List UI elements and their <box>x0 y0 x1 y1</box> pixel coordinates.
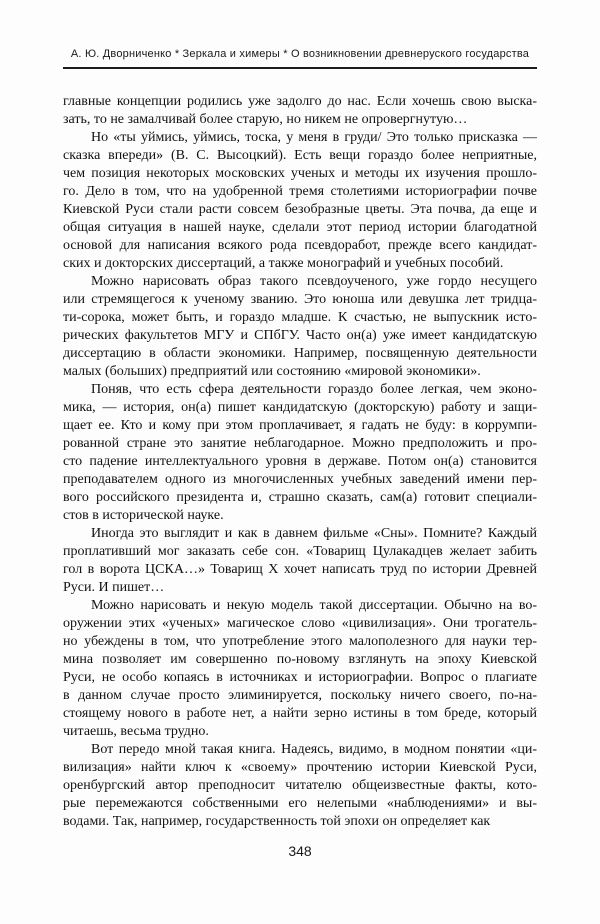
text-line: зать, то не замалчивай более старую, но никем не опровергнутую… <box>63 112 468 127</box>
text-line: рые перемежаются собственными его нелепыми «наблюдениями» и вы- <box>63 796 537 811</box>
page-number: 348 <box>288 843 312 859</box>
text-line: рических факультетов МГУ и СПбГУ. Часто он(а) уже имеет кандидатскую <box>63 328 537 343</box>
paragraph <box>63 525 537 597</box>
text-line: мина позволяет им совершенно по-новому взглянуть на эпоху Киевской <box>63 652 537 667</box>
text-line: вого российского президента и, страшно сказать, сам(а) готовит специали- <box>63 490 537 505</box>
text-line: ти-сорока, может быть, и гораздо младше. К счастью, не выпускник исто- <box>63 310 537 325</box>
text-line: Руси, не особо копаясь в источниках и историографии. Вопрос о плагиате <box>63 670 537 685</box>
text-line: диссертацию в области экономики. Например, посвященную деятельности <box>63 346 537 361</box>
paragraph <box>63 93 537 129</box>
text-line: Иногда это выглядит и как в давнем фильме «Сны». Помните? Каждый <box>91 526 537 541</box>
text-line: гол в ворота ЦСКА…» Товарищ Х хочет написать труд по истории Древней <box>63 562 537 577</box>
text-line: Можно нарисовать и некую модель такой диссертации. Обычно на во- <box>91 598 537 613</box>
text-line: чем позиция некоторых московских ученых и методы их изучения прошло- <box>63 166 537 181</box>
text-line: оружении этих «ученых» магическое слово «цивилизация». Они трогатель- <box>63 616 537 631</box>
text-line: читаешь, весьма трудно. <box>63 724 209 739</box>
paragraph <box>63 741 537 831</box>
text-line: или стремящегося к ученому званию. Это юноша или девушка лет тридца- <box>63 292 537 307</box>
paragraph <box>63 597 537 741</box>
text-line: общая ситуация в нашей науке, сделали этот период истории благодатной <box>63 220 537 235</box>
text-line: Но «ты уймись, уймись, тоска, у меня в груди/ Это только присказка — <box>91 130 537 145</box>
text-line: щает ее. Кто и кому при этом проплачивает, я гадать не буду: в коррумпи- <box>63 418 537 433</box>
paragraph <box>63 381 537 525</box>
text-line: стоящему нового в работе нет, а найти зерно истины в том бреде, который <box>63 706 537 721</box>
text-line: преподавателем одного из многочисленных учебных заведений имени пер- <box>63 472 537 487</box>
body-text <box>63 93 537 831</box>
text-line: вилизация» найти ключ к «своему» прочтению истории Киевской Руси, <box>63 760 537 775</box>
paragraph <box>63 129 537 273</box>
text-line: мика, — история, он(а) пишет кандидатскую (докторскую) работу и защи- <box>63 400 537 415</box>
text-line: водами. Так, например, государственность той эпохи он определяет как <box>63 814 491 829</box>
text-line: Можно нарисовать образ такого псевдоученого, уже гордо несущего <box>91 274 537 289</box>
text-line: главные концепции родились уже задолго до нас. Если хочешь свою выска- <box>63 94 537 109</box>
text-line: Вот передо мной такая книга. Надеясь, видимо, в модном понятии «ци- <box>91 742 537 757</box>
text-line: проплативший мог заказать себе сон. «Товарищ Цулакадцев желает забить <box>63 544 537 559</box>
text-line: рованной стране это занятие неблагодарное. Можно предположить и про- <box>63 436 537 451</box>
text-line: основой для написания всякого рода псевдоработ, прежде всего кандидат- <box>63 238 537 253</box>
text-line: Киевской Руси стали расти совсем безобразные цветы. Эта почва, да еще и <box>63 202 537 217</box>
text-line: стов в исторической науке. <box>63 508 224 523</box>
text-line: Поняв, что есть сфера деятельности гораздо более легкая, чем эконо- <box>91 382 537 397</box>
text-line: но убеждены в том, что употребление этого малополезного для науки тер- <box>63 634 537 649</box>
text-line: сказка впереди» (В. С. Высоцкий). Есть вещи гораздо более неприятные, <box>63 148 537 163</box>
text-line: го. Дело в том, что на удобренной тремя столетиями историографии почве <box>63 184 537 199</box>
text-line: сто падение интеллектуального уровня в державе. Потом он(а) становится <box>63 454 537 469</box>
running-header: А. Ю. Дворниченко * Зеркала и химеры * О возникновении древнеруского государства <box>63 48 537 69</box>
paragraph <box>63 273 537 381</box>
text-line: в данном случае просто элиминируется, поскольку ничего своего, по-на- <box>63 688 537 703</box>
text-line: ских и докторских диссертаций, а также монографий и учебных пособий. <box>63 256 504 271</box>
text-line: Руси. И пишет… <box>63 580 165 595</box>
text-line: оренбургский автор преподносит читателю общеизвестные факты, кото- <box>63 778 537 793</box>
text-line: малых (больших) предприятий или состоянию «мировой экономики». <box>63 364 481 379</box>
